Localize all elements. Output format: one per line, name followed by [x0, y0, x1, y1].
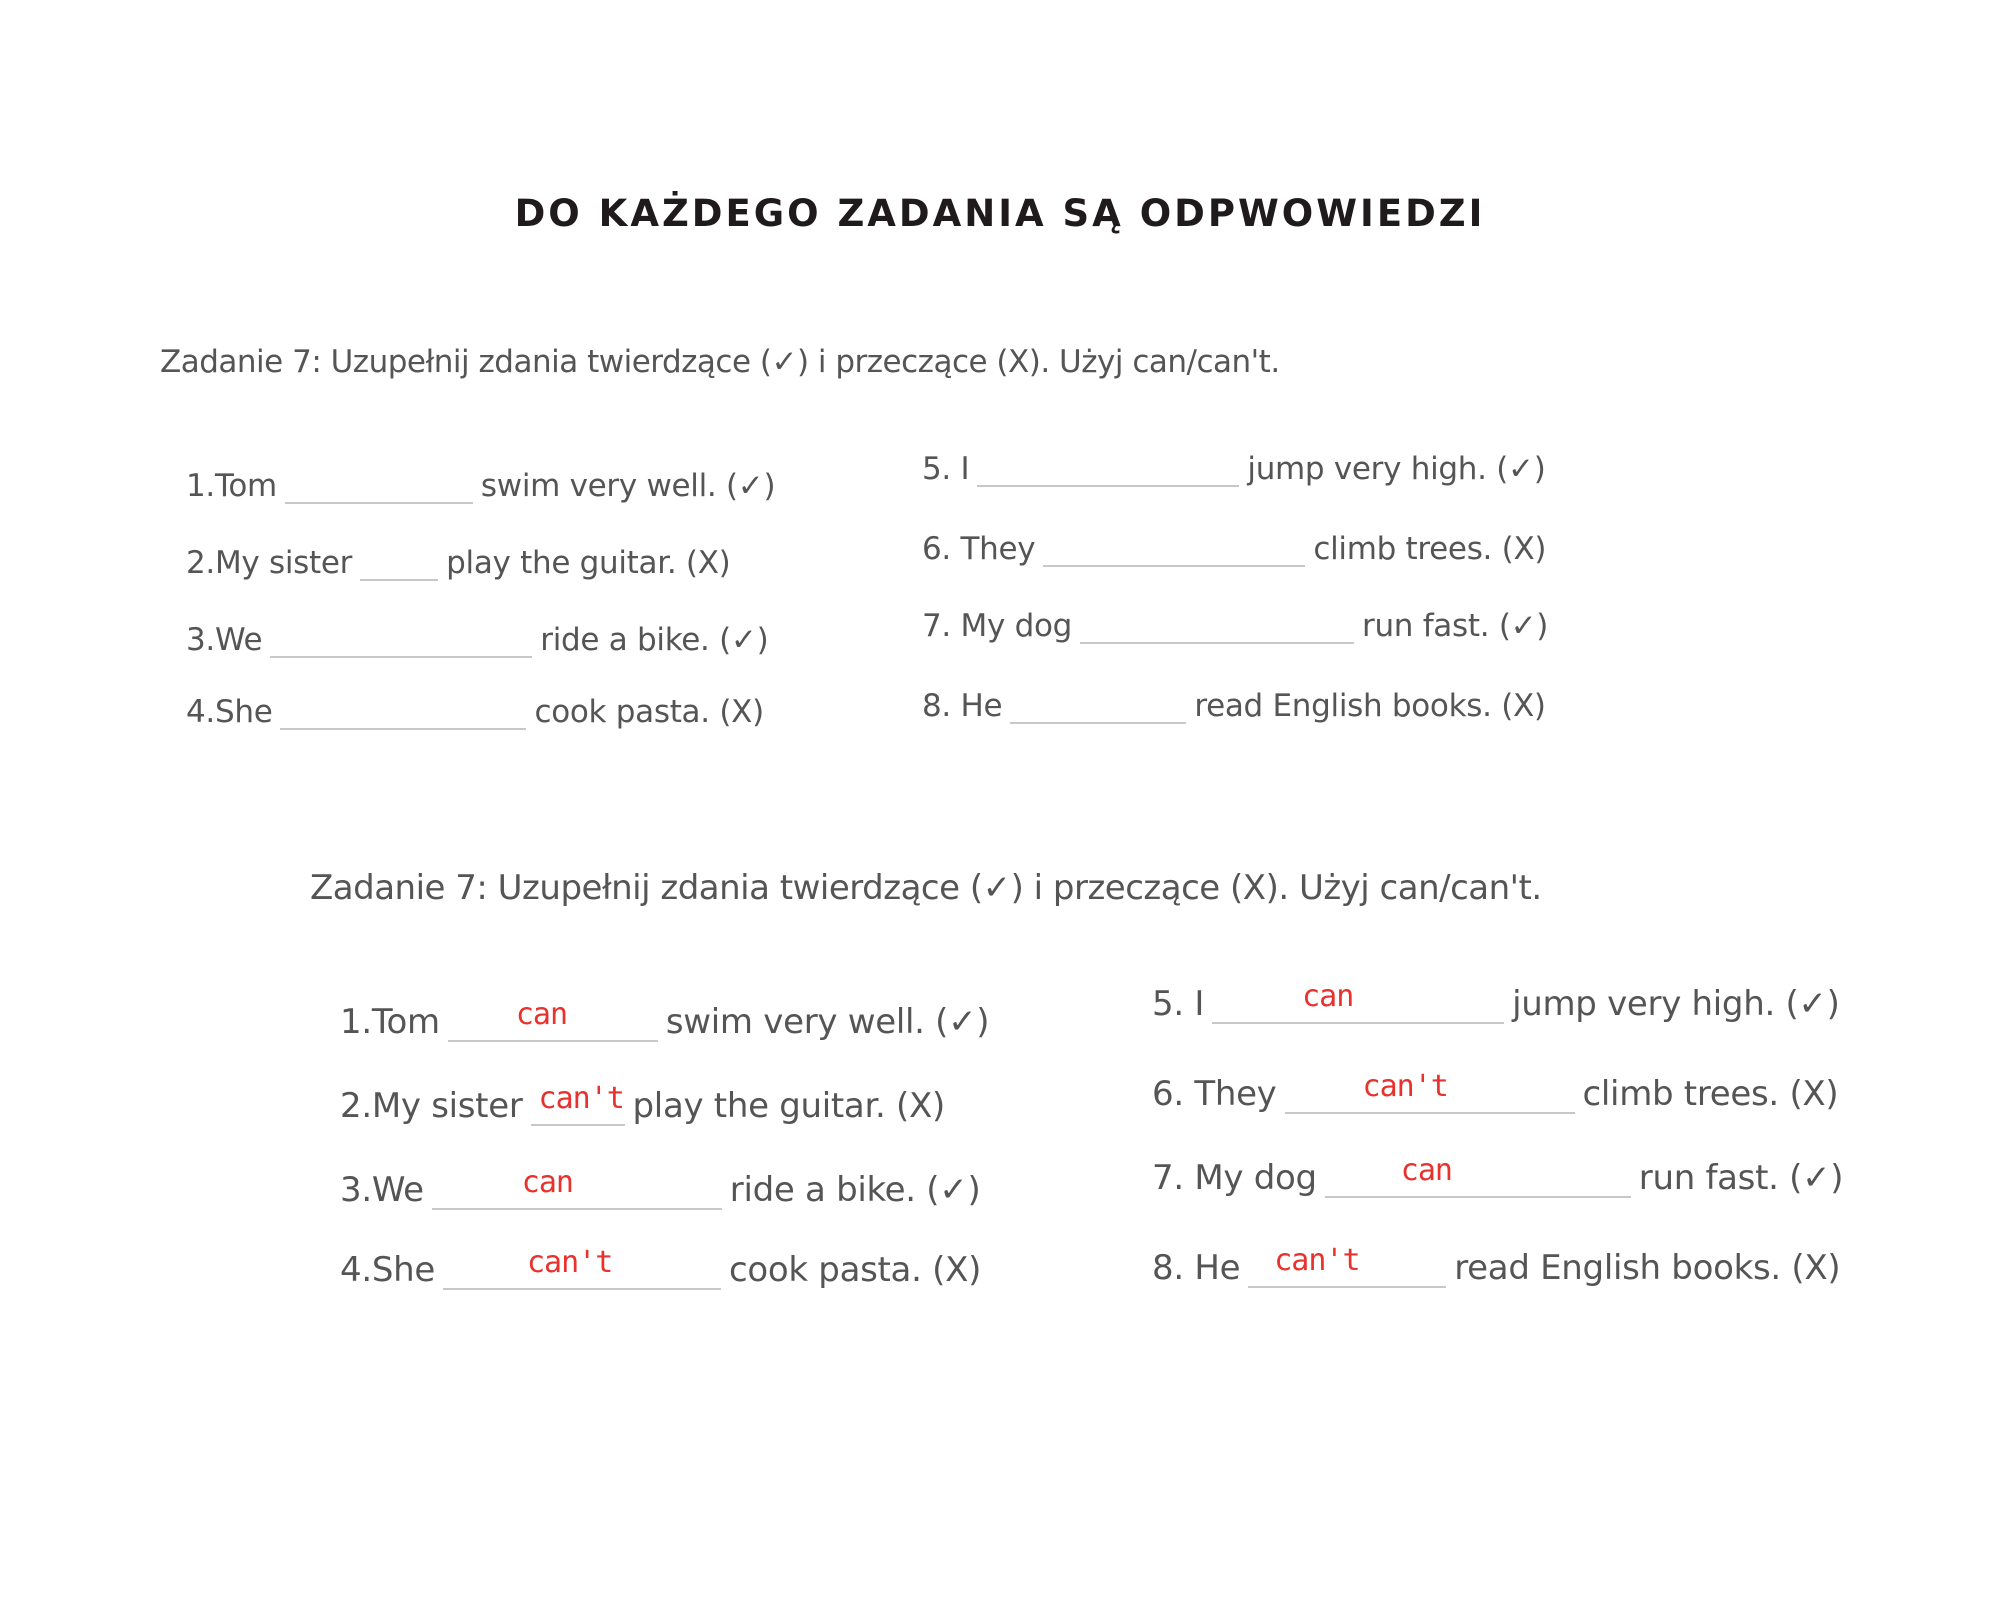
- sentence-subject: 8. He: [922, 688, 1003, 724]
- answer-blank[interactable]: [1043, 535, 1305, 567]
- sentence-3-answered: [340, 1165, 981, 1210]
- sentence-subject: 1.Tom: [186, 468, 277, 504]
- answer-blank[interactable]: [1010, 692, 1186, 724]
- answer-blank[interactable]: [1080, 612, 1354, 644]
- answer-blank[interactable]: [443, 1245, 721, 1290]
- answer-blank[interactable]: [285, 472, 473, 504]
- answer-blank[interactable]: [1325, 1153, 1631, 1198]
- sentence-rest: jump very high. (✓): [1247, 451, 1546, 487]
- sentence-7-blank: [922, 608, 1548, 644]
- sentence-subject: 1.Tom: [340, 1002, 440, 1042]
- answer-blank[interactable]: [1212, 979, 1504, 1024]
- sentence-6-answered: [1152, 1069, 1839, 1114]
- sentence-subject: 5. I: [922, 451, 970, 487]
- sentence-subject: 4.She: [340, 1250, 435, 1290]
- answer-text: can't: [527, 1245, 613, 1280]
- sentence-4-answered: [340, 1245, 982, 1290]
- sentence-rest: ride a bike. (✓): [540, 622, 769, 658]
- answer-blank[interactable]: [1248, 1243, 1446, 1288]
- answer-text: can: [521, 1165, 573, 1200]
- sentence-rest: jump very high. (✓): [1512, 984, 1840, 1024]
- sentence-rest: swim very well. (✓): [665, 1002, 990, 1042]
- sentence-subject: 5. I: [1152, 984, 1205, 1024]
- sentence-rest: run fast. (✓): [1362, 608, 1549, 644]
- page-title: DO KAŻDEGO ZADANIA SĄ ODPWOWIEDZI: [514, 192, 1486, 235]
- answer-blank[interactable]: [432, 1165, 722, 1210]
- answer-blank[interactable]: [531, 1081, 625, 1126]
- sentence-2-blank: [186, 545, 730, 581]
- sentence-rest: read English books. (X): [1454, 1248, 1841, 1288]
- sentence-2-answered: [340, 1081, 945, 1126]
- sentence-8-blank: [922, 688, 1546, 724]
- sentence-rest: cook pasta. (X): [729, 1250, 982, 1290]
- sentence-subject: 6. They: [1152, 1074, 1277, 1114]
- sentence-5-blank: [922, 451, 1545, 487]
- sentence-subject: 3.We: [340, 1170, 424, 1210]
- sentence-1-blank: [186, 468, 775, 504]
- sentence-8-answered: [1152, 1243, 1841, 1288]
- sentence-subject: 6. They: [922, 531, 1036, 567]
- sentence-4-blank: [186, 694, 764, 730]
- sentence-subject: 8. He: [1152, 1248, 1241, 1288]
- sentence-subject: 7. My dog: [1152, 1158, 1317, 1198]
- sentence-rest: play the guitar. (X): [632, 1086, 945, 1126]
- sentence-rest: read English books. (X): [1194, 688, 1546, 724]
- sentence-1-answered: [340, 997, 990, 1042]
- answer-blank[interactable]: [360, 549, 438, 581]
- answer-blank[interactable]: [270, 626, 532, 658]
- answer-text: can: [1400, 1153, 1452, 1188]
- answer-blank[interactable]: [977, 455, 1239, 487]
- sentence-subject: 7. My dog: [922, 608, 1072, 644]
- answer-text: can't: [1274, 1243, 1360, 1278]
- sentence-rest: play the guitar. (X): [446, 545, 731, 581]
- sentence-rest: swim very well. (✓): [480, 468, 776, 504]
- instruction-top: Zadanie 7: Uzupełnij zdania twierdzące (✓) i przeczące (X). Użyj can/can't.: [160, 344, 1280, 380]
- sentence-6-blank: [922, 531, 1546, 567]
- sentence-rest: ride a bike. (✓): [729, 1170, 981, 1210]
- answer-blank[interactable]: [280, 698, 526, 730]
- sentence-subject: 2.My sister: [186, 545, 353, 581]
- answer-text: can: [1302, 979, 1354, 1014]
- sentence-rest: climb trees. (X): [1313, 531, 1547, 567]
- sentence-subject: 3.We: [186, 622, 263, 658]
- sentence-subject: 4.She: [186, 694, 273, 730]
- instruction-bottom: Zadanie 7: Uzupełnij zdania twierdzące (✓) i przeczące (X). Użyj can/can't.: [310, 868, 1542, 908]
- answer-text: can: [515, 997, 568, 1032]
- sentence-rest: climb trees. (X): [1582, 1074, 1839, 1114]
- sentence-5-answered: [1152, 979, 1840, 1024]
- sentence-7-answered: [1152, 1153, 1844, 1198]
- answer-text: can't: [1362, 1069, 1448, 1104]
- sentence-rest: run fast. (✓): [1638, 1158, 1844, 1198]
- answer-blank[interactable]: [1285, 1069, 1575, 1114]
- answer-blank[interactable]: [448, 997, 658, 1042]
- sentence-rest: cook pasta. (X): [534, 694, 764, 730]
- sentence-3-blank: [186, 622, 768, 658]
- sentence-subject: 2.My sister: [340, 1086, 523, 1126]
- answer-text: can't: [538, 1081, 624, 1116]
